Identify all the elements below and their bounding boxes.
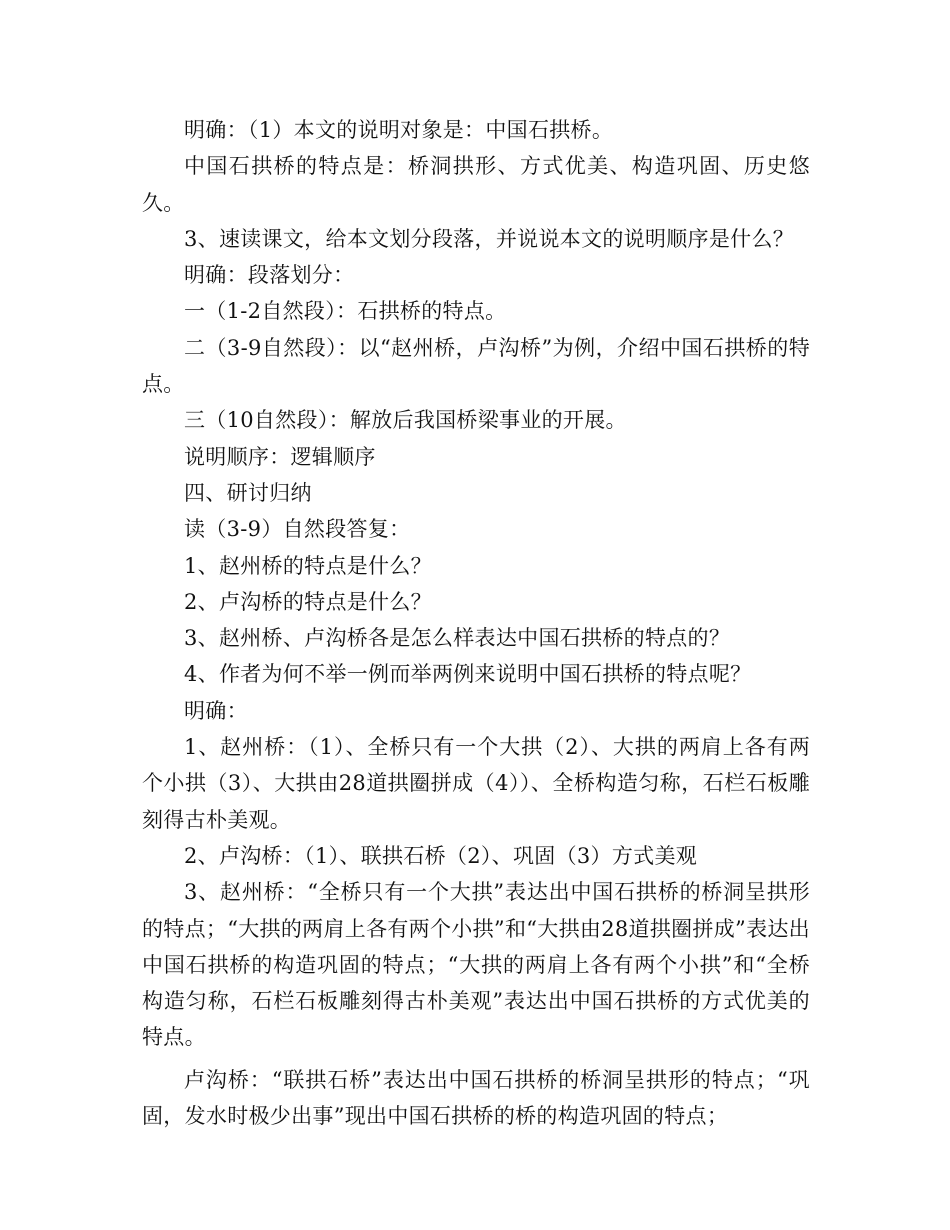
paragraph-12: 2、卢沟桥的特点是什么？ bbox=[184, 589, 432, 614]
paragraph-9: 四、研讨归纳 bbox=[184, 480, 312, 505]
paragraph-18: 3、赵州桥：“全桥只有一个大拱”表达出中国石拱桥的桥洞呈拱形的特点；“大拱的两肩上各有两个小拱”和“大拱由28道拱圈拼成”表达出中国石拱桥的构造巩固的特点；“大拱的两肩上各有两个小拱”和“全桥构造匀称，石栏石板雕刻得古朴美观”表达出中国石拱桥的方式优美的特点。 bbox=[142, 880, 810, 1050]
paragraph-4: 明确：段落划分： bbox=[184, 263, 355, 288]
paragraph-2: 中国石拱桥的特点是：桥洞拱形、方式优美、构造巩固、历史悠久。 bbox=[142, 154, 810, 215]
paragraph-11: 1、赵州桥的特点是什么？ bbox=[184, 553, 432, 578]
document-body bbox=[142, 112, 810, 1134]
paragraph-14: 4、作者为何不举一例而举两例来说明中国石拱桥的特点呢？ bbox=[184, 662, 752, 687]
paragraph-19: 卢沟桥：“联拱石桥”表达出中国石拱桥的桥洞呈拱形的特点；“巩固，发水时极少出事”现出中国石拱桥的桥的构造巩固的特点； bbox=[142, 1067, 810, 1129]
paragraph-1: 明确：（1）本文的说明对象是：中国石拱桥。 bbox=[184, 118, 614, 142]
paragraph-5: 一（1-2自然段）：石拱桥的特点。 bbox=[184, 299, 507, 324]
paragraph-3: 3、速读课文，给本文划分段落，并说说本文的说明顺序是什么？ bbox=[184, 226, 795, 251]
paragraph-7: 三（10自然段）：解放后我国桥梁事业的开展。 bbox=[184, 408, 627, 433]
paragraph-6: 二（3-9自然段）：以“赵州桥，卢沟桥”为例，介绍中国石拱桥的特点。 bbox=[142, 335, 810, 397]
paragraph-15: 明确： bbox=[184, 698, 248, 723]
paragraph-13: 3、赵州桥、卢沟桥各是怎么样表达中国石拱桥的特点的？ bbox=[184, 626, 731, 651]
paragraph-8: 说明顺序：逻辑顺序 bbox=[184, 444, 376, 469]
paragraph-16: 1、赵州桥：（1）、全桥只有一个大拱（2）、大拱的两肩上各有两个小拱（3）、大拱由28道拱圈拼成（4））、全桥构造匀称，石栏石板雕刻得古朴美观。 bbox=[142, 735, 810, 832]
paragraph-17: 2、卢沟桥：（1）、联拱石桥（2）、巩固（3）方式美观 bbox=[184, 843, 698, 868]
paragraph-10: 读（3-9）自然段答复： bbox=[184, 517, 411, 542]
